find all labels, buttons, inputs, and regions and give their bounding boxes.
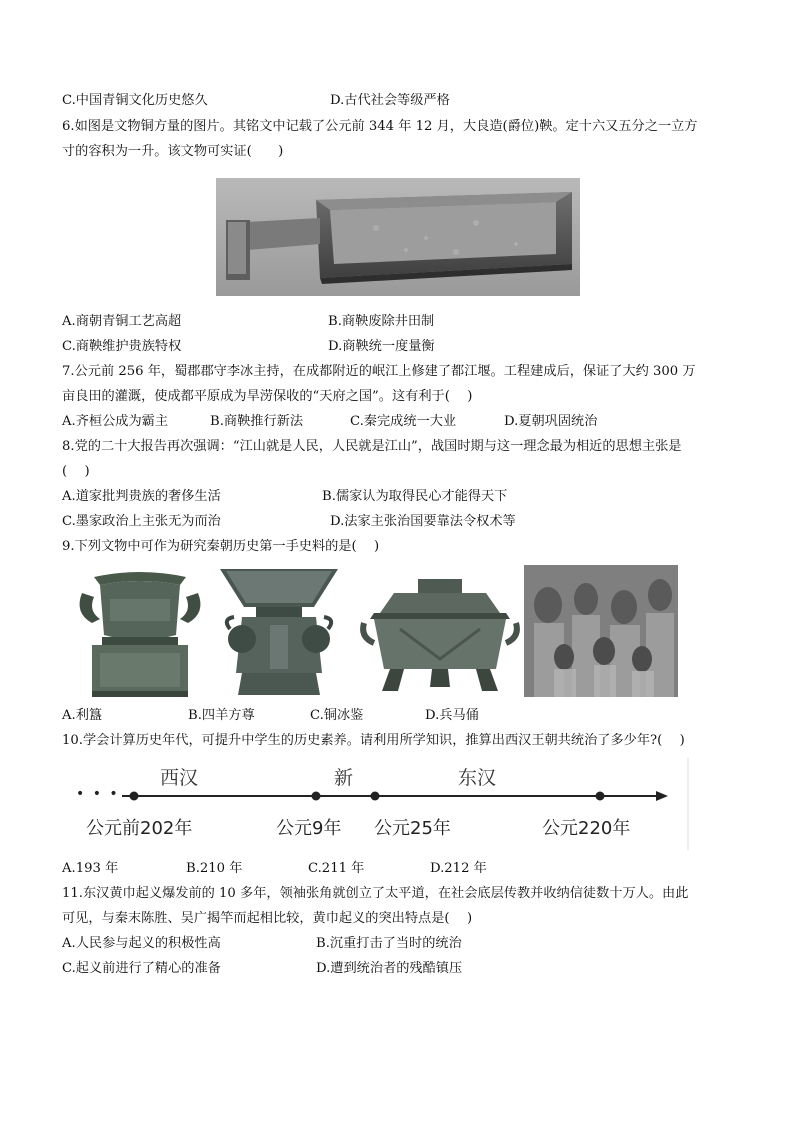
q7-option-c: C.秦完成统一大业 [350,414,457,429]
q6-option-d: D.商鞅统一度量衡 [328,339,435,354]
q8-option-b: B.儒家认为取得民心才能得天下 [322,489,508,504]
timeline-figure [70,758,690,850]
q6-option-a: A.商朝青铜工艺高超 [62,314,182,329]
q6-option-b: B.商鞅废除井田制 [328,314,435,329]
q5-option-d: D.古代社会等级严格 [330,93,450,108]
q10-option-c: C.211 年 [308,861,365,876]
q9-option-c: C.铜冰鉴 [310,708,364,723]
q11-option-c: C.起义前进行了精心的准备 [62,961,221,976]
q9-option-d: D.兵马俑 [425,708,479,723]
q10-option-b: B.210 年 [186,861,243,876]
q11-stem-line1: 11.东汉黄巾起义爆发前的 10 多年，领袖张角就创立了太平道，在社会底层传教并收纳信徒数十万人。由此 [62,886,689,901]
q8-stem-line1: 8.党的二十大报告再次强调：“江山就是人民，人民就是江山”，战国时期与这一理念最为相近的思想主张是 [62,439,682,454]
timeline-label-xin: 新 [334,767,354,789]
q7-stem-line2: 亩良田的灌溉，使成都平原成为旱涝保收的“天府之国”。这有利于( ) [62,389,473,404]
timeline-dots: • • • [76,786,120,802]
timeline-label-donghan: 东汉 [458,767,497,789]
q7-option-d: D.夏朝巩固统治 [504,414,598,429]
q8-option-c: C.墨家政治上主张无为而治 [62,514,221,529]
q7-option-a: A.齐桓公成为霸主 [62,414,169,429]
timeline-date-25ad: 公元25年 [374,818,451,839]
q7-stem-line1: 7.公元前 256 年，蜀郡郡守李冰主持，在成都附近的岷江上修建了都江堰。工程建成后，保证了大约 300 万 [62,364,696,379]
q8-option-a: A.道家批判贵族的奢侈生活 [62,489,221,504]
q8-option-d: D.法家主张治国要靠法令权术等 [330,514,516,529]
q10-stem: 10.学会计算历史年代，可提升中学生的历史素养。请利用所学知识，推算出西汉王朝共统治了多少年?( ) [62,733,685,748]
q7-option-b: B.商鞅推行新法 [210,414,304,429]
q10-option-a: A.193 年 [62,861,119,876]
q5-option-c: C.中国青铜文化历史悠久 [62,93,208,108]
q11-stem-line2: 可见，与秦末陈胜、吴广揭竿而起相比较，黄巾起义的突出特点是( ) [62,911,473,926]
q11-option-a: A.人民参与起义的积极性高 [62,936,221,951]
timeline-label-xihan: 西汉 [160,767,199,789]
li-gui-image [72,563,208,701]
q11-option-b: B.沉重打击了当时的统治 [316,936,462,951]
q6-option-c: C.商鞅维护贵族特权 [62,339,182,354]
timeline-date-202bc: 公元前202年 [86,818,193,839]
q8-stem-line2: ( ) [62,464,90,479]
q10-option-d: D.212 年 [430,861,487,876]
q6-stem-line1: 6.如图是文物铜方量的图片。其铭文中记载了公元前 344 年 12 月，大良造(爵位)鞅。定十六又五分之一立方 [62,119,698,134]
bronze-measuring-vessel-image [216,178,580,296]
q9-option-a: A.利簋 [62,708,103,723]
q9-stem: 9.下列文物中可作为研究秦朝历史第一手史料的是( ) [62,539,380,554]
si-yang-fang-zun-image [212,563,346,701]
tong-bing-jian-image [360,573,520,697]
q6-stem-line2: 寸的容积为一升。该文物可实证( ) [62,144,284,159]
q9-option-b: B.四羊方尊 [188,708,255,723]
terracotta-warriors-image [524,565,678,697]
timeline-date-220ad: 公元220年 [542,818,631,839]
timeline-date-9ad: 公元9年 [276,818,342,839]
q11-option-d: D.遭到统治者的残酷镇压 [316,961,463,976]
